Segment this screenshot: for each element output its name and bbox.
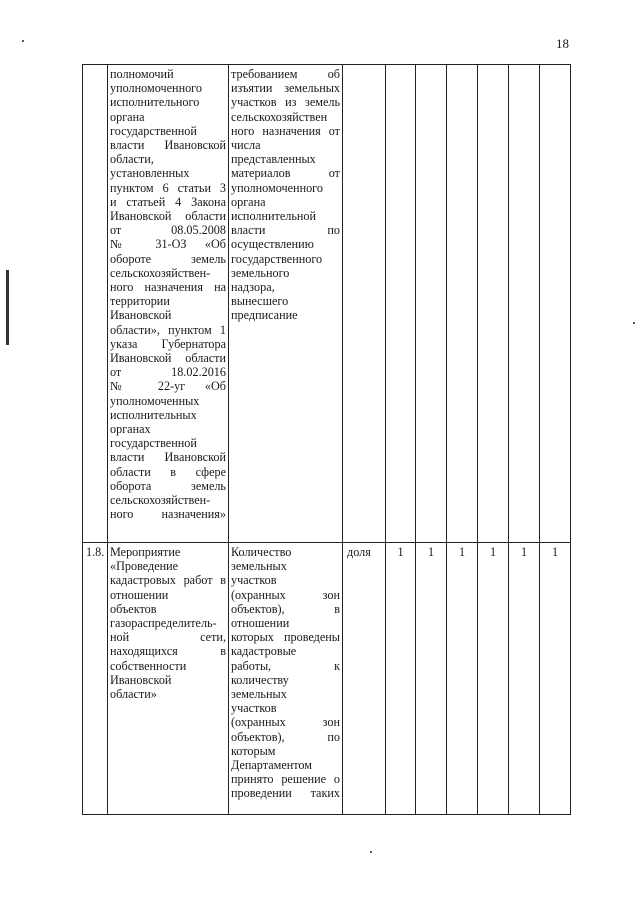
scan-dot bbox=[633, 322, 635, 324]
cell-event-line: ного назначения на bbox=[110, 280, 226, 295]
cell-event-line: от 18.02.2016 bbox=[110, 365, 226, 380]
cell-value bbox=[540, 65, 571, 543]
cell-event-line: обороте земель bbox=[110, 251, 226, 266]
cell-event-line: находящихся в bbox=[110, 644, 226, 659]
cell-indicator-line: участков bbox=[231, 701, 277, 716]
cell-event-line: «Проведение bbox=[110, 559, 179, 574]
cell-indicator bbox=[229, 543, 343, 815]
cell-event-line: области» bbox=[110, 687, 157, 702]
cell-value bbox=[509, 65, 540, 543]
cell-event-line: Ивановской bbox=[110, 308, 172, 323]
cell-event-line: Ивановской области bbox=[110, 351, 226, 366]
cell-event-line: кадастровых работ в bbox=[110, 573, 226, 588]
cell-number: 1.8. bbox=[83, 543, 108, 815]
cell-indicator-line: вынесшего bbox=[231, 294, 289, 309]
cell-indicator-line: Департаментом bbox=[231, 758, 313, 773]
cell-indicator-line: участков bbox=[231, 573, 277, 588]
cell-indicator-line: (охранных зон bbox=[231, 587, 340, 602]
cell-value: 1 bbox=[478, 543, 509, 815]
cell-indicator-line: которым bbox=[231, 743, 276, 758]
cell-indicator bbox=[229, 65, 343, 543]
cell-event-line: собственности bbox=[110, 658, 187, 673]
cell-indicator-line: принято решение о bbox=[231, 772, 340, 787]
cell-indicator-line: требованием об bbox=[231, 67, 340, 81]
cell-indicator-line: участков из земель bbox=[231, 95, 340, 110]
cell-event-line: уполномоченного bbox=[110, 81, 202, 96]
cell-event bbox=[108, 543, 229, 815]
cell-event-line: органа bbox=[110, 109, 145, 124]
cell-indicator-line: ного назначения от bbox=[231, 123, 340, 138]
cell-indicator-line: сельскохозяйствен bbox=[231, 109, 328, 124]
cell-indicator-line: изъятии земельных bbox=[231, 81, 340, 96]
cell-indicator-line: отношении bbox=[231, 616, 290, 631]
cell-event-line: указа Губернатора bbox=[110, 336, 226, 351]
cell-indicator-line: уполномоченного bbox=[231, 180, 323, 195]
cell-event-line: государственной bbox=[110, 123, 197, 138]
cell-event-line: исполнительного bbox=[110, 95, 200, 110]
cell-value bbox=[478, 65, 509, 543]
cell-indicator-line: объектов), в bbox=[231, 601, 340, 616]
cell-event-line: исполнительных bbox=[110, 407, 197, 422]
cell-indicator-line: которых проведены bbox=[231, 630, 340, 645]
cell-event-line: ного назначения» bbox=[110, 507, 226, 522]
cell-indicator-line: государственного bbox=[231, 251, 323, 266]
cell-unit bbox=[343, 65, 386, 543]
cell-event-line: отношении bbox=[110, 587, 169, 602]
cell-indicator-line: исполнительной bbox=[231, 209, 317, 224]
cell-number bbox=[83, 65, 108, 543]
cell-value: 1 bbox=[447, 543, 478, 815]
cell-value bbox=[416, 65, 447, 543]
cell-event-line: области, bbox=[110, 152, 154, 167]
scan-dot bbox=[370, 851, 372, 853]
cell-indicator-line: органа bbox=[231, 194, 266, 209]
cell-event-line: № 31-ОЗ «Об bbox=[110, 237, 226, 252]
indicators-table bbox=[82, 64, 571, 815]
cell-event-line: № 22-уг «Об bbox=[110, 379, 226, 394]
cell-indicator-line: власти по bbox=[231, 223, 340, 238]
cell-indicator-line: работы, к bbox=[231, 658, 340, 673]
cell-event-line: полномочий bbox=[110, 67, 174, 81]
cell-event-line: ной сети, bbox=[110, 630, 226, 645]
cell-value: 1 bbox=[416, 543, 447, 815]
cell-event-line: газораспределитель- bbox=[110, 616, 217, 631]
cell-indicator-line: Количество bbox=[231, 545, 292, 559]
cell-event-line: пунктом 6 статьи 3 bbox=[110, 180, 226, 195]
cell-event-line: от 08.05.2008 bbox=[110, 223, 226, 238]
cell-value: 1 bbox=[386, 543, 416, 815]
cell-unit: доля bbox=[343, 543, 386, 815]
cell-indicator-line: осуществлению bbox=[231, 237, 314, 252]
table-row bbox=[83, 65, 571, 543]
cell-event-line: сельскохозяйствен- bbox=[110, 493, 211, 508]
cell-indicator-line: проведении таких bbox=[231, 786, 340, 801]
cell-event-line: области в сфере bbox=[110, 464, 226, 479]
cell-event bbox=[108, 65, 229, 543]
cell-indicator-line: материалов от bbox=[231, 166, 340, 181]
cell-event-line: оборота земель bbox=[110, 478, 226, 493]
cell-value: 1 bbox=[509, 543, 540, 815]
cell-indicator-line: земельных bbox=[231, 559, 287, 574]
cell-indicator-line: земельных bbox=[231, 687, 287, 702]
cell-event-line: и статьей 4 Закона bbox=[110, 194, 226, 209]
cell-indicator-line: надзора, bbox=[231, 280, 275, 295]
cell-indicator-line: земельного bbox=[231, 265, 290, 280]
cell-event-line: установленных bbox=[110, 166, 190, 181]
cell-indicator-line: предписание bbox=[231, 308, 298, 323]
cell-event-line: власти Ивановской bbox=[110, 138, 226, 153]
cell-event-line: уполномоченных bbox=[110, 393, 200, 408]
cell-value bbox=[386, 65, 416, 543]
cell-indicator-line: (охранных зон bbox=[231, 715, 340, 730]
cell-value bbox=[447, 65, 478, 543]
cell-indicator-line: представленных bbox=[231, 152, 316, 167]
cell-event-line: власти Ивановской bbox=[110, 450, 226, 465]
cell-indicator-line: числа bbox=[231, 138, 261, 153]
cell-indicator-line: кадастровые bbox=[231, 644, 297, 659]
cell-indicator-line: количеству bbox=[231, 672, 289, 687]
cell-event-line: Ивановской области bbox=[110, 209, 226, 224]
cell-event-line: государственной bbox=[110, 436, 197, 451]
cell-event-line: области», пунктом 1 bbox=[110, 322, 226, 337]
cell-event-line: объектов bbox=[110, 601, 157, 616]
cell-event-line: Мероприятие bbox=[110, 545, 181, 559]
cell-value: 1 bbox=[540, 543, 571, 815]
page-number: 18 bbox=[556, 36, 569, 51]
table-row bbox=[83, 543, 571, 815]
cell-event-line: Ивановской bbox=[110, 672, 172, 687]
cell-event-line: территории bbox=[110, 294, 170, 309]
cell-event-line: органах bbox=[110, 422, 151, 437]
cell-event-line: сельскохозяйствен- bbox=[110, 265, 211, 280]
scan-dot bbox=[22, 40, 24, 42]
scan-margin-mark bbox=[6, 270, 9, 345]
cell-indicator-line: объектов), по bbox=[231, 729, 340, 744]
